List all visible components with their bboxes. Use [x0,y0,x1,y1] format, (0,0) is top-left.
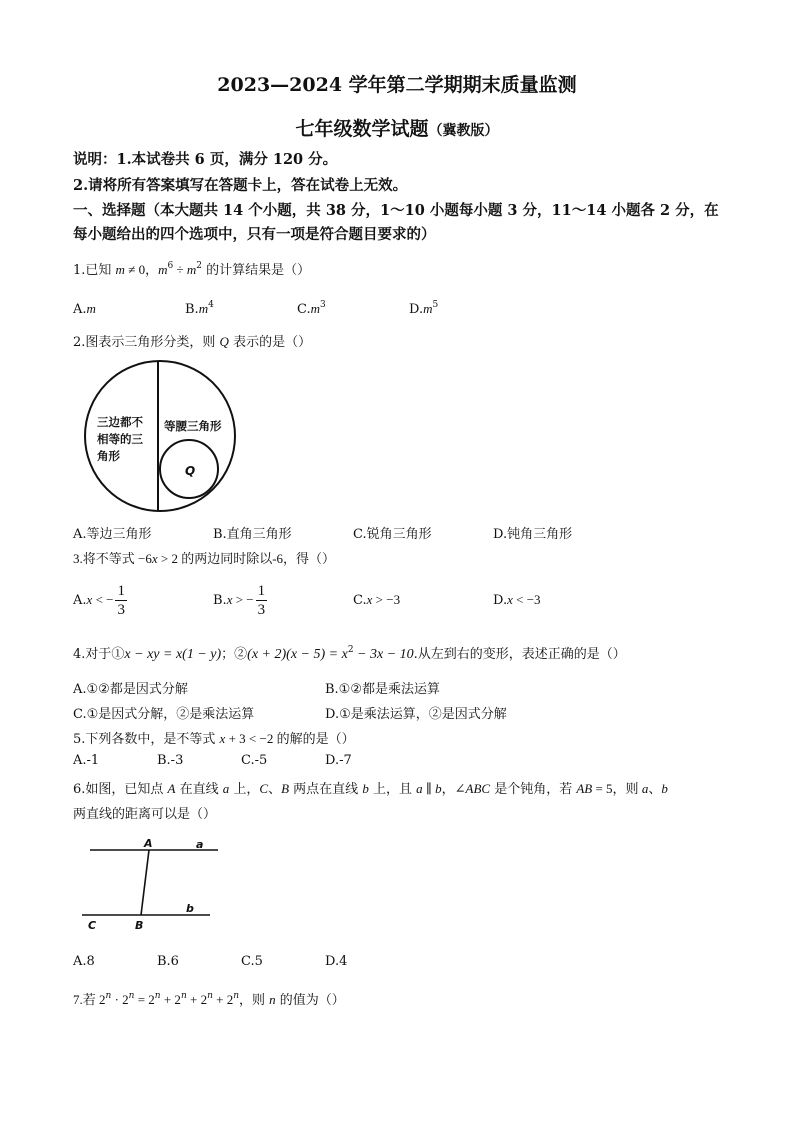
option-label: C. [297,302,311,317]
q2-option-c[interactable]: C.锐角三角形 [353,527,432,542]
question-2-stem [73,331,311,350]
parallel-lines-diagram [80,836,220,934]
q6-option-b[interactable]: B.6 [157,954,179,969]
option-label: C. [353,593,367,608]
q1-var: m [158,262,168,277]
q3-text: > 2 的两边同时除以-6，得（） [157,551,336,566]
q4-expr-1: x − xy = x(1 − y) [124,647,222,662]
q2-text: 2.图表示三角形分类，则 [73,335,220,350]
q7-text: 的值为（） [275,993,345,1008]
q6-text: 在直线 [175,782,223,797]
question-5-stem [73,728,355,747]
right-label: 等腰三角形 [164,419,222,433]
q1-exp: 2 [196,261,202,271]
edition-label: （冀教版） [428,123,499,139]
q3-var: x [151,551,158,566]
q7-text: + 2 [186,992,208,1007]
q6-var: AB [576,781,593,796]
q4-text: .从左到右的变形，表述正确的是（） [413,647,626,662]
option-label: A. [73,302,87,317]
fraction [115,582,127,619]
option-var: x [366,592,373,607]
question-6-stem-line-1 [73,778,668,797]
q3-text: 3.将不等式 −6 [73,551,152,566]
q3-option-a[interactable] [73,578,127,622]
q1-text: 1.已知 [73,263,116,278]
denominator: 3 [257,602,266,618]
q4-option-a[interactable]: A.①②都是因式分解 [73,682,188,697]
q7-var: n [269,992,276,1007]
q6-text: 6.如图，已知点 [73,782,168,797]
point-b-label: B [135,919,144,932]
q5-option-a[interactable]: A.-1 [73,753,100,768]
q7-exp: n [154,991,161,1001]
q4-option-b[interactable]: B.①②都是乘法运算 [325,682,440,697]
q6-text: 、 [648,782,662,797]
option-rel: < −3 [512,592,541,607]
q6-text: = 5，则 [592,781,642,796]
q6-text: 两点在直线 [289,782,363,797]
option-var: m [423,301,433,316]
denominator: 3 [117,602,125,618]
option-exp: 5 [432,300,439,310]
q6-var: a [641,781,649,796]
q2-option-b[interactable]: B.直角三角形 [213,527,292,542]
q1-option-a[interactable] [73,301,96,317]
option-var: m [86,301,96,316]
q6-var: b [661,781,668,796]
point-c-label: C [88,919,97,932]
option-exp: 4 [208,300,214,310]
q3-option-d[interactable] [493,578,541,622]
q-label: Q [185,464,196,478]
q5-text: + 3 < −2 的解的是（） [225,731,355,746]
q1-exp: 6 [167,261,174,271]
q5-option-c[interactable]: C.-5 [241,753,268,768]
triangle-classification-diagram [78,360,244,516]
q6-text: ，∠ [441,782,466,797]
option-rel: < − [92,592,114,607]
question-4-stem [73,643,626,663]
q7-text: 7.若 2 [73,992,106,1007]
q5-option-b[interactable]: B.-3 [157,753,184,768]
q7-text: = 2 [134,992,155,1007]
option-var: x [507,592,513,607]
q6-var: a ∥ b [416,781,442,796]
q2-option-d[interactable]: D.钝角三角形 [493,527,573,542]
option-var: x [226,592,233,607]
option-label: B. [213,593,227,608]
q6-var: ABC [465,781,491,796]
section-heading-line-2: 每小题给出的四个选项中，只有一项是符合题目要求的） [73,226,436,243]
q5-var: x [219,731,226,746]
q7-exp: n [128,991,135,1001]
option-var: m [198,301,209,316]
q7-exp: n [207,991,213,1001]
q6-option-d[interactable]: D.4 [325,954,348,969]
q1-var: m [115,262,125,277]
q5-text: 5.下列各数中，是不等式 [73,732,220,747]
left-label-line-1: 三边都不 [97,415,143,429]
q6-var: A [167,781,176,796]
note-line-2: 2.请将所有答案填写在答题卡上，答在试卷上无效。 [73,177,408,194]
q3-option-b[interactable] [213,578,267,622]
q1-var: m [186,262,197,277]
q1-op: ÷ [173,262,187,277]
section-heading-line-1: 一、选择题（本大题共 14 个小题，共 38 分，1～10 小题每小题 3 分，11～14 小题各 2 分，在 [73,202,719,219]
q6-text: 上，且 [368,782,417,797]
exam-title: 2023—2024 学年第二学期期末质量监测 [217,74,577,96]
line-b-label: b [186,902,194,915]
option-rel: > − [232,592,254,607]
left-label-line-2: 相等的三 [97,432,143,446]
q6-option-a[interactable]: A.8 [73,954,95,969]
line-a-label: a [196,838,204,851]
q1-text: ≠ 0， [124,262,159,277]
subject-title [0,114,794,141]
q2-text: 表示的是（） [228,335,312,350]
segment-ab [141,850,149,915]
q6-var: a [222,781,230,796]
q4-option-d[interactable]: D.①是乘法运算，②是因式分解 [325,707,507,722]
option-label: A. [73,593,87,608]
option-label: B. [185,302,199,317]
q6-var: C [259,781,269,796]
q5-option-d[interactable]: D.-7 [325,753,352,768]
q7-exp: n [105,991,112,1001]
q1-option-c[interactable] [297,301,326,317]
q4-text: ；② [221,647,248,662]
q2-var: Q [219,334,229,349]
q7-text: ，则 [239,993,270,1008]
q1-text: 的计算结果是（） [201,263,311,278]
q6-var: b [362,781,369,796]
question-7-stem [73,989,345,1008]
q1-option-b[interactable] [185,301,214,317]
q4-expr-2b: − 3x − 10 [353,647,414,662]
q7-exp: n [233,991,240,1001]
q7-text: + 2 [212,992,234,1007]
subject-name: 七年级数学试题 [295,118,429,140]
option-label: D. [409,302,424,317]
q6-text: 、 [268,782,282,797]
q1-option-d[interactable] [409,301,438,317]
option-label: D. [493,593,508,608]
option-var: x [86,592,93,607]
q4-option-c[interactable]: C.①是因式分解，②是乘法运算 [73,707,255,722]
q7-text: + 2 [160,992,181,1007]
option-rel: > −3 [372,592,401,607]
option-var: m [310,301,321,316]
question-1-stem [73,259,310,278]
q7-exp: n [180,991,187,1001]
left-label-line-3: 角形 [97,449,120,463]
q6-var: B [281,781,290,796]
q2-option-a[interactable]: A.等边三角形 [73,527,152,542]
q4-exp: 2 [347,645,354,655]
option-exp: 3 [320,300,326,310]
q4-expr-2: (x + 2)(x − 5) = x [247,647,348,662]
numerator: 1 [117,583,125,599]
note-line-1: 说明：1.本试卷共 6 页，满分 120 分。 [73,151,338,168]
q6-text: 上， [229,782,260,797]
fraction [256,582,268,619]
q6-text: 是个钝角，若 [490,782,577,797]
numerator: 1 [257,583,266,599]
point-a-label: A [144,837,153,850]
question-6-stem-line-2: 两直线的距离可以是（） [73,807,217,822]
q3-option-c[interactable] [353,578,400,622]
q4-text: 4.对于① [73,647,125,662]
question-3-stem [73,548,335,567]
q7-text: · 2 [111,992,129,1007]
q6-option-c[interactable]: C.5 [241,954,263,969]
